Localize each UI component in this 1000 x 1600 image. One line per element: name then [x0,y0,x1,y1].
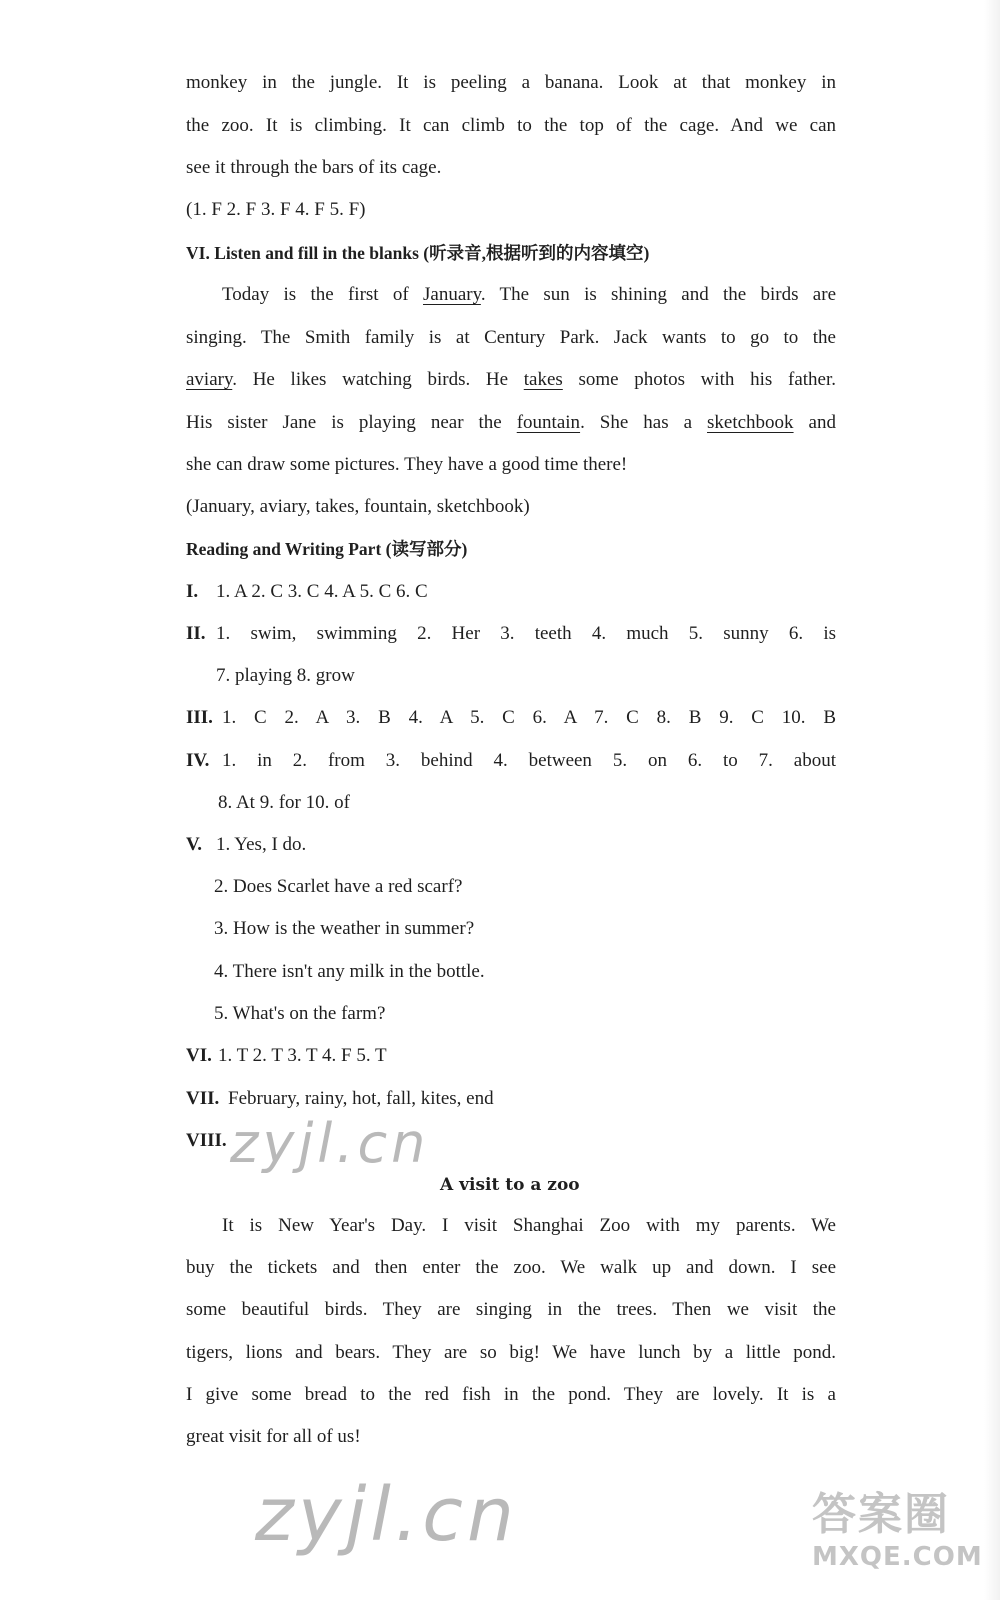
blank-answer: aviary [186,369,233,390]
text-line: the zoo. It is climbing. It can climb to the top of the cage. And we can [186,115,836,136]
logo-url: MXQE.COM [812,1542,983,1572]
essay-line: I give some bread to the red fish in the pond. They are lovely. It is a [186,1384,836,1405]
paragraph-line [222,284,836,306]
text-run: His sister Jane is playing near the [186,412,517,433]
answer-text: 1. T 2. T 3. T 4. F 5. T [218,1045,387,1066]
question-number: IV. [186,750,210,771]
text-run: Today is the first of [222,284,423,305]
answer-line: (January, aviary, takes, fountain, sketchbook) [186,496,530,517]
question-number: II. [186,623,206,644]
paragraph-line: she can draw some pictures. They have a good time there! [186,454,628,475]
answer-row [186,623,836,645]
watermark: zyjl.cn [230,1112,430,1175]
site-logo [812,1478,982,1588]
text-run: . She has a [580,412,708,433]
answer-item: 2. Does Scarlet have a red scarf? [214,876,463,897]
blank-answer: January [423,284,481,305]
text-run: and [793,412,836,433]
answer-item: 4. There isn't any milk in the bottle. [214,961,485,982]
answer-row [186,1088,836,1110]
blank-answer: takes [523,369,563,390]
question-number: VII. [186,1088,220,1109]
answer-row [186,1045,836,1067]
text-run: . The sun is shining and the birds are [480,284,836,305]
answer-row [186,707,836,729]
answer-line: (1. F 2. F 3. F 4. F 5. F) [186,199,366,220]
text-run: . He likes watching birds. He [232,369,524,390]
answer-row [186,834,836,856]
question-number: I. [186,581,199,602]
blank-answer: fountain [516,412,581,433]
question-number: III. [186,707,213,728]
answer-text: 1. Yes, I do. [216,834,307,855]
answer-item: 5. What's on the farm? [214,1003,386,1024]
answer-text: 1. A 2. C 3. C 4. A 5. C 6. C [216,581,428,602]
answer-text: February, rainy, hot, fall, kites, end [228,1088,494,1109]
text-line: monkey in the jungle. It is peeling a banana. Look at that monkey in [186,72,836,93]
paragraph-line: singing. The Smith family is at Century Park. Jack wants to go to the [186,327,836,348]
paragraph-line [186,412,836,434]
paragraph-line [186,369,836,391]
answer-row-continued: 8. At 9. for 10. of [218,792,350,813]
essay-line: tigers, lions and bears. They are so big! We have lunch by a little pond. [186,1342,836,1363]
answer-row [186,581,836,603]
page-edge-shadow [984,0,1000,1600]
essay-line: great visit for all of us! [186,1426,361,1447]
answer-row [186,750,836,772]
essay-line: It is New Year's Day. I visit Shanghai Zoo with my parents. We [222,1215,836,1236]
text-line: see it through the bars of its cage. [186,157,442,178]
section-heading: VI. Listen and fill in the blanks (听录音,根据听到的内容填空) [186,243,650,263]
question-number: VIII. [186,1130,227,1151]
answer-row-continued: 7. playing 8. grow [216,665,355,686]
essay-line: buy the tickets and then enter the zoo. We walk up and down. I see [186,1257,836,1278]
logo-text: 答案圈 [812,1489,950,1540]
answer-text: 1. C 2. A 3. B 4. A 5. C 6. A 7. C 8. B 9. C 10. B [222,707,836,728]
question-number: VI. [186,1045,212,1066]
part-heading: Reading and Writing Part (读写部分) [186,539,468,559]
answer-text: 1. swim, swimming 2. Her 3. teeth 4. much 5. sunny 6. is [216,623,836,644]
answer-text: 1. in 2. from 3. behind 4. between 5. on 6. to 7. about [222,750,836,771]
text-run: some photos with his father. [562,369,836,390]
essay-title: A visit to a zoo [440,1175,580,1195]
blank-answer: sketchbook [707,412,794,433]
answer-item: 3. How is the weather in summer? [214,918,475,939]
essay-line: some beautiful birds. They are singing in the trees. Then we visit the [186,1299,836,1320]
question-number: V. [186,834,203,855]
watermark: zyjl.cn [255,1472,518,1558]
